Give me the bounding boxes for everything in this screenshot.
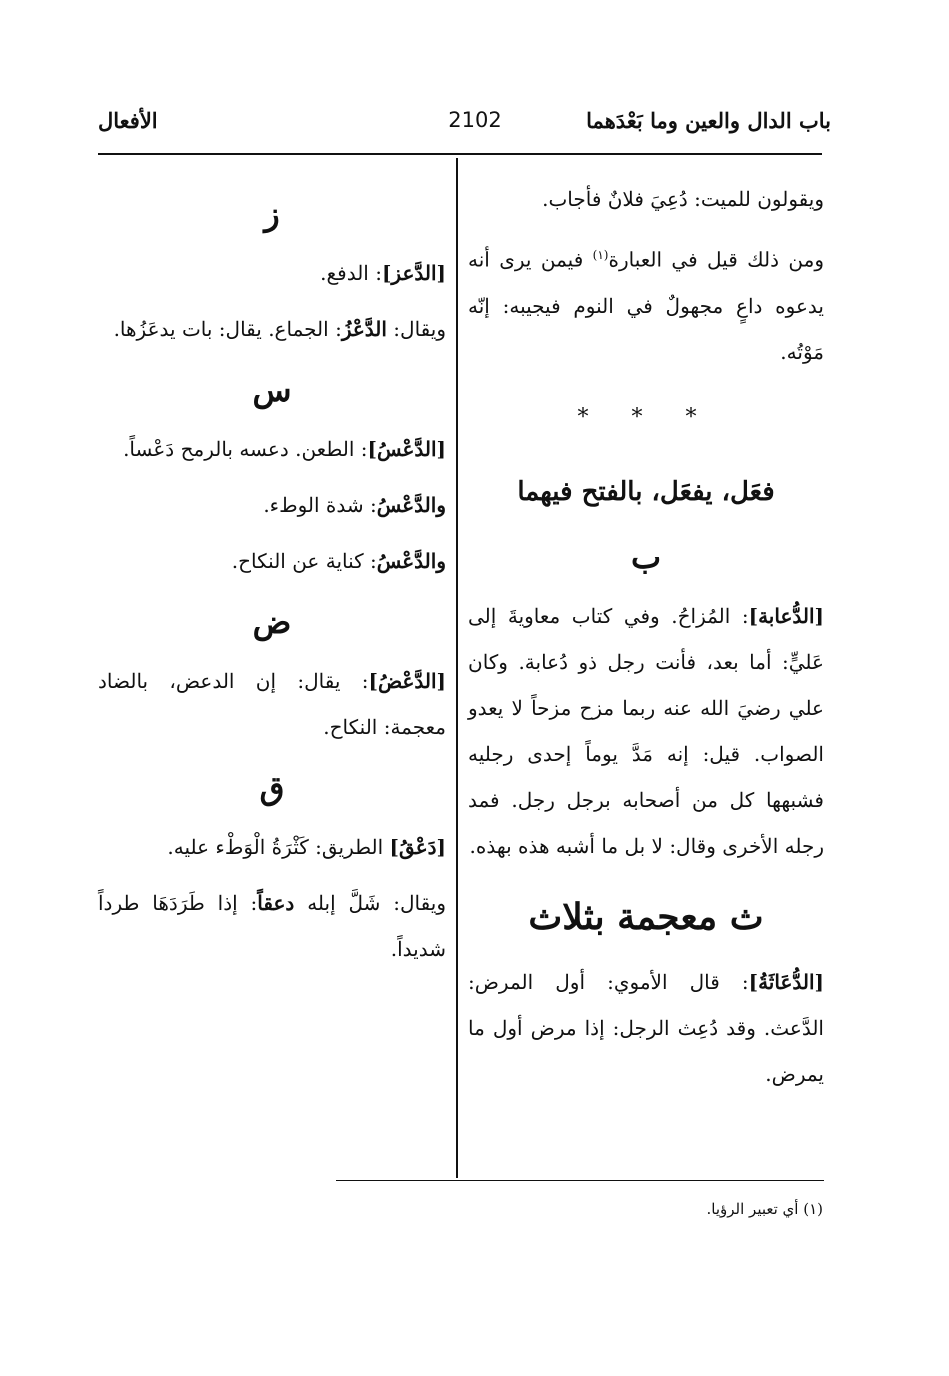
column-divider — [456, 158, 458, 1178]
entry-text: : يقال: إن الدعض، بالضاد معجمة: النكاح. — [98, 669, 446, 739]
letter-heading: ق — [259, 769, 285, 807]
running-header-section: الأفعال — [98, 108, 158, 133]
running-header-chapter: باب الدال والعين وما بَعْدَهما — [586, 108, 831, 133]
entry-text: : الطعن. دعسه بالرمح دَعْساً. — [123, 437, 368, 461]
page-number: 2102 — [448, 108, 502, 132]
footnote-rule — [336, 1180, 824, 1181]
entry-lemma: دعقاً — [257, 891, 295, 915]
entry-text: : إذا طَرَدَهَا طرداً شديداً. — [98, 891, 446, 961]
dictionary-entry — [98, 426, 446, 472]
entry-lemma: [دَعْقُ] — [389, 835, 446, 859]
dictionary-entry — [98, 482, 446, 528]
footnote: (١) أي تعبير الرؤيا. — [706, 1200, 823, 1218]
entry-lemma: والدَّعْسُ — [376, 493, 446, 517]
entry-lemma: [الدَّعْسُ] — [367, 437, 446, 461]
section-heading: فعَل، يفعَل، بالفتح فيهما — [517, 476, 775, 507]
entry-lemma: [الدُّعَاثَةُ] — [748, 969, 824, 994]
entry-text: : قال الأموي: أول المرض: الدَّعث. وقد دُعِث الرجل: إذا مرض أول ما يمرض. — [468, 969, 824, 1086]
dictionary-entry — [98, 824, 446, 870]
letter-heading: س — [252, 371, 292, 409]
entry-lemma: والدَّعْسُ — [376, 549, 446, 573]
entry-text: : كناية عن النكاح. — [231, 549, 377, 573]
letter-heading: ض — [252, 603, 292, 641]
dictionary-entry: ويقال: الدَّعْزُ: الجماع. يقال: بات يدعَزُها. — [113, 317, 446, 341]
dictionary-entry — [468, 959, 824, 1097]
section-heading: ث معجمة بثلاث — [528, 895, 764, 938]
dictionary-entry: ويقال: شَلَّ إبله دعقاً: إذا طَرَدَهَا طرداً شديداً. — [98, 891, 446, 961]
entry-lemma: [الدَّعْضُ] — [368, 669, 446, 693]
dictionary-entry — [468, 593, 824, 869]
dictionary-entry — [98, 538, 446, 584]
letter-heading: ز — [264, 195, 280, 233]
letter-heading: ب — [630, 537, 662, 576]
section-stars: * * * — [577, 404, 715, 430]
entry-text: : الدفع. — [320, 261, 382, 285]
entry-text: : المُزاحُ. وفي كتاب معاويةَ إلى عَليٍّ: أما بعد، فأنت رجل ذو دُعابة. وكان علي رضيَ الله عنه ربما مزح مزحاً لا يعدو الصواب. قيل: إنه مَدَّ يوماً إحدى رجليه فشبهها كل من أصحابه برجل رجل. فمد رجله الأخرى وقال: لا بل ما أشبه هذه بهذه. — [468, 603, 824, 858]
paragraph: ويقولون للميت: دُعِيَ فلانٌ فأجاب. — [542, 187, 824, 211]
entry-text: : شدة الوطء. — [263, 493, 377, 517]
entry-lemma: [الدُّعابة] — [748, 603, 824, 628]
entry-text: الطريق: كَثْرَةُ الْوَطْء عليه. — [167, 835, 390, 859]
left-column — [98, 176, 446, 982]
header-rule — [98, 153, 822, 155]
right-column — [468, 176, 824, 1107]
dictionary-entry — [98, 658, 446, 750]
entry-lemma: [الدَّعز] — [381, 261, 446, 285]
footnote-marker: (١) — [592, 248, 609, 262]
entry-lemma: الدَّعْزُ — [341, 317, 387, 341]
entry-text: : الجماع. يقال: بات يدعَزُها. — [113, 317, 342, 341]
dictionary-entry — [98, 250, 446, 296]
paragraph: ومن ذلك قيل في العبارة$^{(١)}$ فيمن يرى أنه يدعوه داعٍ مجهولٌ في النوم فيجيبه: إنّه مَوْتُه. — [468, 247, 824, 364]
